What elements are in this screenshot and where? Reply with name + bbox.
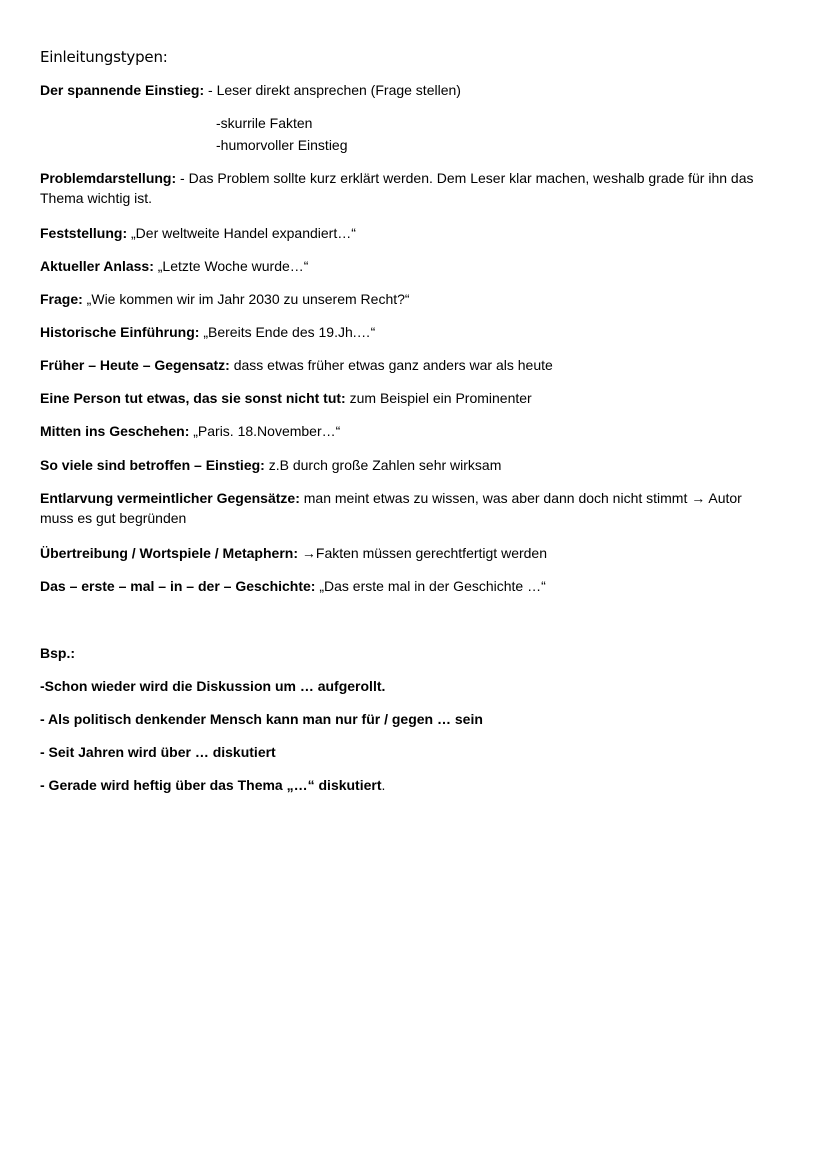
entry-text: dass etwas früher etwas ganz anders war als heute [229,357,553,373]
entry-label: Entlarvung vermeintlicher Gegensätze: [40,490,300,506]
example-text: - Seit Jahren wird über … diskutiert [40,744,276,760]
example-item [40,676,790,696]
entry-aktueller-anlass [40,256,790,276]
entry-label: Eine Person tut etwas, das sie sonst nicht tut: [40,390,346,406]
entry-text: „Paris. 18.November…“ [189,423,341,439]
entry-erste-mal-geschichte [40,576,790,596]
entry-feststellung [40,223,790,243]
entry-text: „Bereits Ende des 19.Jh.…“ [199,324,376,340]
examples-heading-text: Bsp.: [40,645,75,661]
entry-text: „Letzte Woche wurde…“ [153,258,309,274]
example-text: - Als politisch denkender Mensch kann man nur für / gegen … sein [40,711,483,727]
entry-text: „Das erste mal in der Geschichte …“ [315,578,546,594]
entry-problemdarstellung [40,168,790,208]
entry-spannender-einstieg [40,80,790,100]
entry-text: z.B durch große Zahlen sehr wirksam [264,457,502,473]
entry-label: Mitten ins Geschehen: [40,423,190,439]
entry-so-viele-betroffen [40,455,790,475]
entry-label: Frage: [40,291,83,307]
entry-frueher-heute-gegensatz [40,355,790,375]
entry-text: „Der weltweite Handel expandiert…“ [127,225,356,241]
entry-text: man meint etwas zu wissen, was aber dann doch nicht stimmt → Autor muss es gut begründen [40,490,742,526]
entry-text: „Wie kommen wir im Jahr 2030 zu unserem Recht?“ [82,291,410,307]
examples-heading [40,643,790,663]
entry-label: Übertreibung / Wortspiele / Metaphern: [40,545,298,561]
example-text: -Schon wieder wird die Diskussion um … aufgerollt. [40,678,386,694]
document-title: Einleitungstypen: [40,48,168,66]
entry-label: Problemdarstellung: [40,170,177,186]
sub-item-skurrile-fakten: -skurrile Fakten [216,115,313,131]
example-item [40,742,790,762]
example-item [40,775,790,795]
entry-text: zum Beispiel ein Prominenter [345,390,532,406]
entry-entlarvung [40,488,765,528]
sub-item-humorvoller-einstieg: -humorvoller Einstieg [216,137,348,153]
entry-person-tut-etwas [40,388,790,408]
entry-historische-einfuehrung [40,322,790,342]
example-suffix: . [381,777,386,793]
entry-text: →Fakten müssen gerechtfertigt werden [298,545,548,561]
entry-label: Früher – Heute – Gegensatz: [40,357,230,373]
entry-text: - Das Problem sollte kurz erklärt werden. Dem Leser klar machen, weshalb grade für ihn das Thema wichtig ist. [40,170,754,206]
entry-label: Feststellung: [40,225,128,241]
entry-text: - Leser direkt ansprechen (Frage stellen) [204,82,461,98]
entry-label: So viele sind betroffen – Einstieg: [40,457,265,473]
entry-frage [40,289,790,309]
entry-label: Historische Einführung: [40,324,200,340]
example-item [40,709,790,729]
example-text: - Gerade wird heftig über das Thema „…“ diskutiert [40,777,382,793]
entry-label: Der spannende Einstieg: [40,82,205,98]
entry-mitten-ins-geschehen [40,421,790,441]
entry-label: Aktueller Anlass: [40,258,154,274]
entry-uebertreibung [40,543,790,563]
entry-label: Das – erste – mal – in – der – Geschichte: [40,578,316,594]
